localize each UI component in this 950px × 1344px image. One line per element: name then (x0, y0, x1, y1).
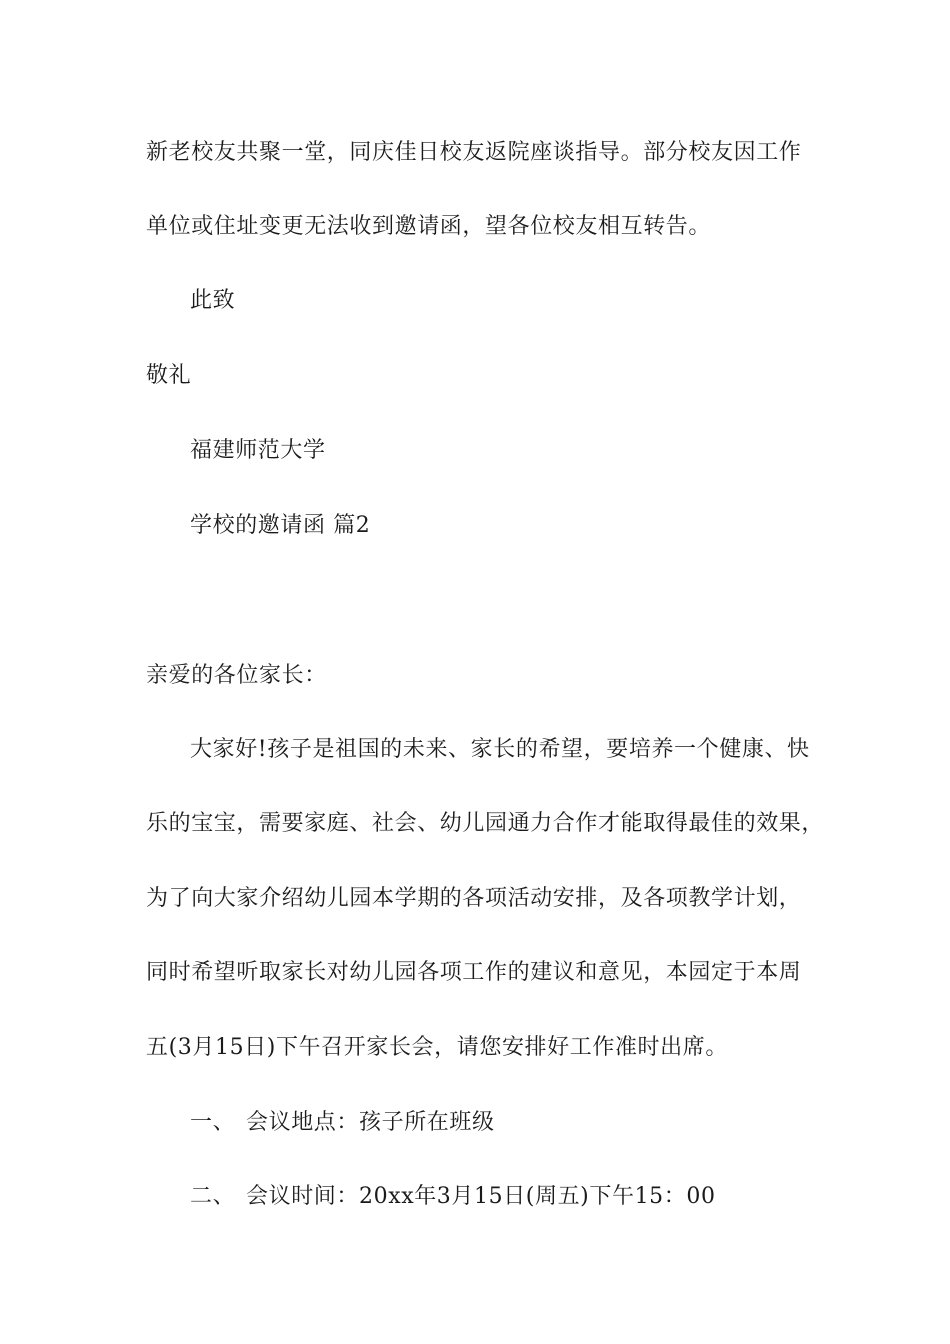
list-item-text: 会议地点：孩子所在班级 (246, 1110, 495, 1135)
list-item (190, 1182, 716, 1212)
closing-regards: 敬礼 (146, 363, 192, 388)
paragraph-line: 五(3月15日)下午召开家长会，请您安排好工作准时出席。 (146, 1035, 728, 1060)
list-item-number: 二、 (190, 1184, 236, 1209)
paragraph-line: 乐的宝宝，需要家庭、社会、幼儿园通力合作才能取得最佳的效果， (146, 811, 825, 836)
paragraph-line: 新老校友共聚一堂，同庆佳日校友返院座谈指导。部分校友因工作 (146, 140, 802, 165)
list-item-number: 一、 (190, 1110, 236, 1135)
section-title: 学校的邀请函 篇2 (190, 513, 371, 538)
closing-salutation: 此致 (190, 288, 236, 313)
paragraph-line: 同时希望听取家长对幼儿园各项工作的建议和意见，本园定于本周 (146, 960, 802, 985)
greeting: 亲爱的各位家长： (146, 663, 327, 688)
paragraph-line: 单位或住址变更无法收到邀请函，望各位校友相互转告。 (146, 214, 712, 239)
paragraph-line: 为了向大家介绍幼儿园本学期的各项活动安排，及各项教学计划， (146, 886, 802, 911)
paragraph-line: 大家好!孩子是祖国的未来、家长的希望，要培养一个健康、快 (190, 737, 810, 762)
list-item-text: 会议时间：20xx年3月15日(周五)下午15：00 (246, 1184, 716, 1209)
signature: 福建师范大学 (190, 438, 326, 463)
list-item (190, 1108, 495, 1138)
